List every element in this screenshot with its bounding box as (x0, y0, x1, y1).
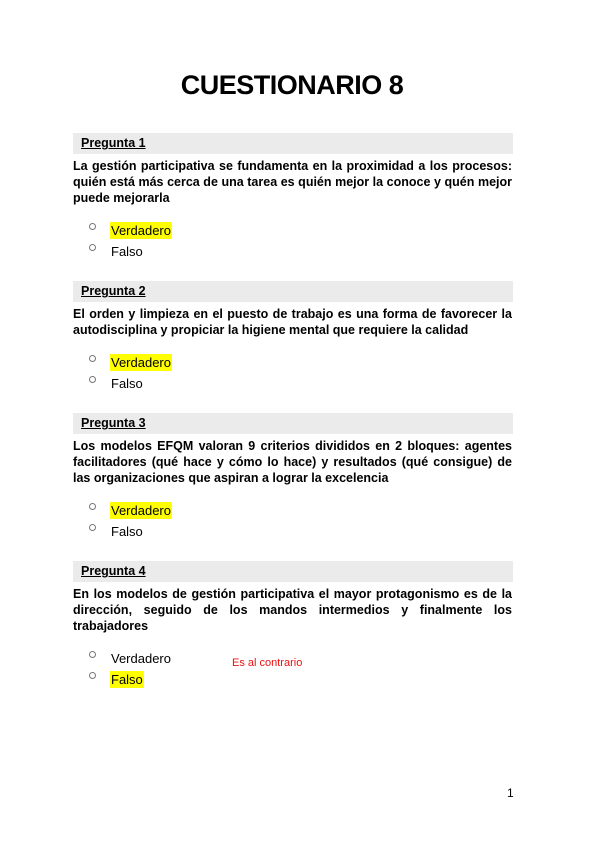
question-3 (73, 413, 513, 542)
radio-button-icon[interactable] (89, 376, 96, 383)
question-text: La gestión participativa se fundamenta en la proximidad a los procesos: quién está más cerca de una tarea es quién mejor la conoce y quén mejor puede mejorarla (73, 159, 512, 205)
answer-options (73, 500, 513, 542)
option-label: Verdadero (111, 223, 171, 238)
question-1 (73, 133, 513, 262)
option-verdadero[interactable] (89, 352, 513, 373)
option-falso[interactable] (89, 669, 513, 690)
option-label: Falso (111, 244, 143, 259)
option-label: Falso (111, 672, 143, 687)
answer-options (73, 648, 513, 690)
question-text: El orden y limpieza en el puesto de trabajo es una forma de favorecer la autodisciplina y propiciar la higiene mental que requiere la calidad (73, 307, 512, 337)
radio-button-icon[interactable] (89, 524, 96, 531)
option-falso[interactable] (89, 521, 513, 542)
radio-button-icon[interactable] (89, 651, 96, 658)
page-title: CUESTIONARIO 8 (180, 70, 404, 100)
option-falso[interactable] (89, 241, 513, 262)
radio-button-icon[interactable] (89, 223, 96, 230)
option-verdadero[interactable] (89, 500, 513, 521)
question-header: Pregunta 3 (73, 413, 513, 434)
question-4 (73, 561, 513, 690)
radio-button-icon[interactable] (89, 355, 96, 362)
option-verdadero[interactable] (89, 220, 513, 241)
correction-note: Es al contrario (232, 657, 303, 669)
question-2 (73, 281, 513, 394)
option-label: Falso (111, 376, 143, 391)
option-label: Verdadero (111, 651, 171, 666)
option-label: Falso (111, 524, 143, 539)
question-header: Pregunta 2 (73, 281, 513, 302)
radio-button-icon[interactable] (89, 672, 96, 679)
answer-options (73, 352, 513, 394)
option-label: Verdadero (111, 503, 171, 518)
question-text: Los modelos EFQM valoran 9 criterios divididos en 2 bloques: agentes facilitadores (qué hace y cómo lo hace) y resultados (qué consigue) de las organizaciones que aspiran a lograr la excelencia (73, 439, 512, 485)
option-falso[interactable] (89, 373, 513, 394)
question-text: En los modelos de gestión participativa el mayor protagonismo es de la dirección, seguido de los mandos intermedios y finalmente los trabajadores (73, 587, 512, 633)
page-number: 1 (507, 786, 514, 800)
question-header: Pregunta 1 (73, 133, 513, 154)
answer-options (73, 220, 513, 262)
question-header: Pregunta 4 (73, 561, 513, 582)
option-label: Verdadero (111, 355, 171, 370)
radio-button-icon[interactable] (89, 244, 96, 251)
radio-button-icon[interactable] (89, 503, 96, 510)
